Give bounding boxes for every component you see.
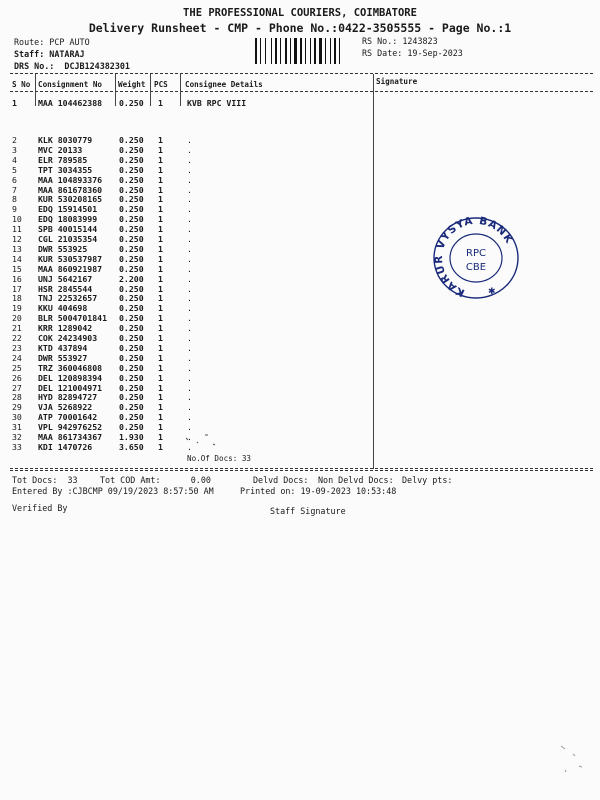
- row-sno: 23: [12, 342, 22, 353]
- delvd-docs: Delvd Docs:: [253, 475, 309, 485]
- row-pcs: 1: [158, 323, 163, 334]
- row-sno: 19: [12, 303, 22, 314]
- row-consignee-details: .: [187, 174, 192, 185]
- row-weight: 1.930: [119, 432, 144, 442]
- row-pcs: 1: [158, 273, 163, 284]
- rs-date: RS Date: 19-Sep-2023: [362, 48, 463, 58]
- row-consignment-no: KLK 8030779: [38, 135, 93, 145]
- row-pcs: 1: [158, 402, 163, 413]
- row-sno: 24: [12, 352, 22, 363]
- runsheet-title: Delivery Runsheet - CMP - Phone No.:0422-3505555 - Page No.:1: [88, 21, 512, 35]
- table-row: [0, 274, 373, 284]
- row-pcs: 1: [158, 253, 163, 264]
- row-sno: 11: [12, 224, 22, 235]
- company-name: THE PROFESSIONAL COURIERS, COIMBATORE: [183, 7, 417, 19]
- row-sno: 13: [12, 243, 22, 254]
- drs-number: DRS No.: DCJB124382301: [14, 61, 130, 71]
- row-consignment-no: HYD 82894727: [38, 392, 98, 403]
- table-row: [0, 185, 373, 195]
- row-consignment-no: TPT 3034355: [38, 164, 93, 175]
- row-consignee-details: .: [187, 303, 192, 314]
- row-consignment-no: CGL 21035354: [38, 234, 98, 244]
- col-header-signature: Signature: [376, 77, 418, 86]
- row-weight: 0.250: [119, 98, 144, 108]
- row-weight: 0.250: [119, 253, 144, 264]
- row-sno: 2: [12, 135, 17, 145]
- row-sno: 1: [12, 98, 17, 108]
- row-pcs: 1: [158, 372, 163, 383]
- row-pcs: 1: [158, 224, 163, 235]
- row-pcs: 1: [158, 204, 163, 215]
- row-weight: 0.250: [119, 303, 144, 314]
- row-weight: 0.250: [119, 174, 144, 185]
- row-consignee-details: .: [187, 342, 192, 353]
- row-consignment-no: MAA 104893376: [38, 174, 103, 185]
- row-weight: 0.250: [119, 342, 144, 353]
- row-consignee-details: .: [187, 184, 192, 195]
- row-sno: 30: [12, 412, 22, 423]
- row-sno: 3: [12, 144, 17, 155]
- col-header-consignee: Consignee Details: [185, 80, 263, 89]
- row-pcs: 1: [158, 422, 163, 433]
- col-header-weight: Weight: [118, 80, 146, 89]
- row-pcs: 1: [158, 214, 163, 225]
- table-row: [0, 204, 373, 214]
- row-weight: 0.250: [119, 154, 144, 165]
- entered-by: Entered By :CJBCMP 09/19/2023 8:57:50 AM: [12, 486, 214, 496]
- row-weight: 0.250: [119, 214, 144, 225]
- row-consignment-no: MVC 20133: [38, 144, 83, 155]
- row-weight: 0.250: [119, 362, 144, 373]
- row-consignment-no: KKU 404698: [38, 303, 88, 314]
- row-consignee-details: .: [187, 273, 192, 284]
- row-weight: 0.250: [119, 135, 144, 145]
- row-consignment-no: ATP 70001642: [38, 412, 98, 423]
- row-consignee-details: .: [187, 313, 192, 324]
- row-consignee-details: KVB RPC VIII: [187, 98, 247, 108]
- row-weight: 0.250: [119, 352, 144, 363]
- row-consignment-no: KRR 1289042: [38, 323, 93, 334]
- table-row: [0, 293, 373, 303]
- row-consignment-no: SPB 40015144: [38, 224, 98, 235]
- row-consignment-no: KUR 530208165: [38, 194, 103, 205]
- header-rule-bottom: [10, 91, 593, 92]
- row-weight: 0.250: [119, 323, 144, 334]
- table-row: [0, 412, 373, 422]
- row-consignee-details: .: [187, 382, 192, 393]
- row-sno: 21: [12, 323, 22, 334]
- row-consignee-details: .: [187, 135, 192, 145]
- row-pcs: 1: [158, 333, 163, 343]
- table-row: [0, 175, 373, 185]
- pen-marks: [183, 430, 223, 452]
- row-weight: 0.250: [119, 412, 144, 423]
- row-consignee-details: .: [187, 412, 192, 423]
- row-sno: 15: [12, 263, 22, 274]
- row-consignment-no: DWR 553925: [38, 243, 88, 254]
- row-consignment-no: MAA 861678360: [38, 184, 103, 195]
- printed-on: Printed on: 19-09-2023 10:53:48: [240, 486, 397, 496]
- row-sno: 27: [12, 382, 22, 393]
- row-consignment-no: DWR 553927: [38, 352, 88, 363]
- row-consignee-details: .: [187, 333, 192, 343]
- row-weight: 0.250: [119, 283, 144, 294]
- row-weight: 2.200: [119, 273, 144, 284]
- row-consignment-no: TRZ 360046808: [38, 362, 103, 373]
- row-weight: 0.250: [119, 184, 144, 195]
- row-pcs: 1: [158, 174, 163, 185]
- row-pcs: 1: [158, 154, 163, 165]
- row-sno: 29: [12, 402, 22, 413]
- table-row: [0, 392, 373, 402]
- no-of-docs: No.Of Docs: 33: [187, 454, 252, 463]
- row-weight: 0.250: [119, 263, 144, 274]
- table-row: [0, 254, 373, 264]
- row-consignment-no: MAA 861734367: [38, 432, 103, 442]
- row-pcs: 1: [158, 362, 163, 373]
- row-consignee-details: .: [187, 362, 192, 373]
- row-sno: 20: [12, 313, 22, 324]
- tot-cod-amt: Tot COD Amt: 0.00: [100, 475, 211, 485]
- staff-label: Staff: NATARAJ: [14, 49, 85, 59]
- stamp-center-bottom: CBE: [465, 262, 487, 273]
- row-sno: 25: [12, 362, 22, 373]
- row-weight: 0.250: [119, 234, 144, 244]
- table-row: [0, 323, 373, 333]
- row-sno: 31: [12, 422, 22, 433]
- row-weight: 0.250: [119, 313, 144, 324]
- header-rule-top: [10, 73, 593, 74]
- row-weight: 0.250: [119, 422, 144, 433]
- row-consignment-no: KDI 1470726: [38, 441, 93, 452]
- stamp-star-icon: ✱: [488, 287, 496, 297]
- row-pcs: 1: [158, 432, 163, 442]
- table-row: [0, 363, 373, 373]
- col-header-sno: S No: [12, 80, 31, 89]
- table-row: [0, 373, 373, 383]
- row-consignee-details: .: [187, 263, 192, 274]
- footer-rule: [10, 470, 593, 471]
- row-weight: 0.250: [119, 293, 144, 304]
- row-consignee-details: .: [187, 224, 192, 235]
- row-pcs: 1: [158, 352, 163, 363]
- table-row: [0, 165, 373, 175]
- row-pcs: 1: [158, 184, 163, 195]
- stamp-center-top: RPC: [466, 248, 486, 259]
- row-weight: 0.250: [119, 372, 144, 383]
- row-pcs: 1: [158, 194, 163, 205]
- barcode: [255, 38, 355, 64]
- table-row: [0, 402, 373, 412]
- table-row: [0, 333, 373, 343]
- row-consignment-no: MAA 104462388: [38, 98, 103, 108]
- row-sno: 26: [12, 372, 22, 383]
- row-weight: 0.250: [119, 243, 144, 254]
- row-pcs: 1: [158, 135, 163, 145]
- row-sno: 7: [12, 184, 17, 195]
- table-row: [0, 264, 373, 274]
- row-pcs: 1: [158, 144, 163, 155]
- row-pcs: 1: [158, 392, 163, 403]
- row-pcs: 1: [158, 164, 163, 175]
- row-pcs: 1: [158, 98, 163, 108]
- row-consignee-details: .: [187, 214, 192, 225]
- row-consignment-no: KTD 437894: [38, 342, 88, 353]
- row-pcs: 1: [158, 412, 163, 423]
- row-consignment-no: UNJ 5642167: [38, 273, 93, 284]
- row-consignment-no: EDQ 18083999: [38, 214, 98, 225]
- col-header-pcs: PCS: [154, 80, 168, 89]
- row-consignment-no: HSR 2845544: [38, 283, 93, 294]
- bank-stamp: [428, 214, 524, 302]
- row-consignee-details: .: [187, 402, 192, 413]
- scan-marks: [555, 740, 595, 780]
- table-row: [0, 343, 373, 353]
- signature-col-divider: [373, 74, 374, 469]
- table-row: [0, 194, 373, 204]
- row-consignee-details: .: [187, 432, 192, 442]
- row-sno: 28: [12, 392, 22, 403]
- row-sno: 33: [12, 441, 22, 452]
- row-pcs: 1: [158, 313, 163, 324]
- table-row: [0, 383, 373, 393]
- table-row: [0, 284, 373, 294]
- tot-docs: Tot Docs: 33: [12, 475, 78, 485]
- table-row: [0, 353, 373, 363]
- row-weight: 0.250: [119, 224, 144, 235]
- row-weight: 0.250: [119, 194, 144, 205]
- row-sno: 6: [12, 174, 17, 185]
- stamp-ring-text: KARUR VYSYA BANK: [432, 214, 516, 299]
- row-consignment-no: DEL 121004971: [38, 382, 103, 393]
- table-row: [0, 98, 373, 108]
- row-consignee-details: .: [187, 352, 192, 363]
- col-header-consignment: Consignment No: [38, 80, 103, 89]
- row-consignee-details: .: [187, 392, 192, 403]
- row-sno: 12: [12, 234, 22, 244]
- table-row: [0, 135, 373, 145]
- row-pcs: 1: [158, 234, 163, 244]
- table-row: [0, 155, 373, 165]
- row-consignee-details: .: [187, 154, 192, 165]
- row-consignee-details: .: [187, 323, 192, 334]
- staff-signature: Staff Signature: [270, 506, 346, 516]
- row-consignee-details: .: [187, 253, 192, 264]
- row-consignment-no: TNJ 22532657: [38, 293, 98, 304]
- row-sno: 8: [12, 194, 17, 205]
- row-consignment-no: ELR 789585: [38, 154, 88, 165]
- row-weight: 3.650: [119, 441, 144, 452]
- non-delvd-docs: Non Delvd Docs:: [318, 475, 394, 485]
- row-pcs: 1: [158, 283, 163, 294]
- table-row: [0, 244, 373, 254]
- table-row: [0, 224, 373, 234]
- row-sno: 14: [12, 253, 22, 264]
- row-weight: 0.250: [119, 382, 144, 393]
- row-consignee-details: .: [187, 194, 192, 205]
- row-consignment-no: DEL 120898394: [38, 372, 103, 383]
- row-consignee-details: .: [187, 243, 192, 254]
- row-weight: 0.250: [119, 392, 144, 403]
- table-row: [0, 145, 373, 155]
- row-consignment-no: KUR 530537987: [38, 253, 103, 264]
- delvy-pts: Delvy pts:: [402, 475, 453, 485]
- table-row: [0, 214, 373, 224]
- table-row: [0, 303, 373, 313]
- row-sno: 32: [12, 432, 22, 442]
- row-consignee-details: .: [187, 422, 192, 433]
- row-consignee-details: .: [187, 283, 192, 294]
- row-weight: 0.250: [119, 164, 144, 175]
- row-pcs: 1: [158, 293, 163, 304]
- row-pcs: 1: [158, 342, 163, 353]
- row-pcs: 1: [158, 441, 163, 452]
- row-sno: 17: [12, 283, 22, 294]
- row-sno: 4: [12, 154, 17, 165]
- row-pcs: 1: [158, 382, 163, 393]
- row-consignee-details: .: [187, 164, 192, 175]
- row-pcs: 1: [158, 243, 163, 254]
- row-weight: 0.250: [119, 204, 144, 215]
- row-consignment-no: VPL 942976252: [38, 422, 103, 433]
- row-consignment-no: MAA 860921987: [38, 263, 103, 274]
- row-sno: 16: [12, 273, 22, 284]
- row-sno: 5: [12, 164, 17, 175]
- row-consignment-no: COK 24234903: [38, 333, 98, 343]
- row-consignee-details: .: [187, 204, 192, 215]
- row-weight: 0.250: [119, 402, 144, 413]
- row-consignment-no: EDQ 15914501: [38, 204, 98, 215]
- row-pcs: 1: [158, 263, 163, 274]
- row-consignee-details: .: [187, 144, 192, 155]
- row-pcs: 1: [158, 303, 163, 314]
- row-weight: 0.250: [119, 333, 144, 343]
- route-label: Route: PCP AUTO: [14, 37, 90, 47]
- table-row: [0, 234, 373, 244]
- row-weight: 0.250: [119, 144, 144, 155]
- verified-by: Verified By: [12, 503, 68, 513]
- table-row: [0, 313, 373, 323]
- rs-number: RS No.: 1243823: [362, 36, 438, 46]
- row-sno: 9: [12, 204, 17, 215]
- row-consignee-details: .: [187, 234, 192, 244]
- row-consignee-details: .: [187, 441, 192, 452]
- row-sno: 18: [12, 293, 22, 304]
- row-sno: 10: [12, 214, 22, 225]
- table-rule-bottom: [10, 468, 593, 469]
- row-consignment-no: BLR 5004701841: [38, 313, 108, 324]
- row-sno: 22: [12, 333, 22, 343]
- row-consignee-details: .: [187, 293, 192, 304]
- row-consignee-details: .: [187, 372, 192, 383]
- row-consignment-no: VJA 5268922: [38, 402, 93, 413]
